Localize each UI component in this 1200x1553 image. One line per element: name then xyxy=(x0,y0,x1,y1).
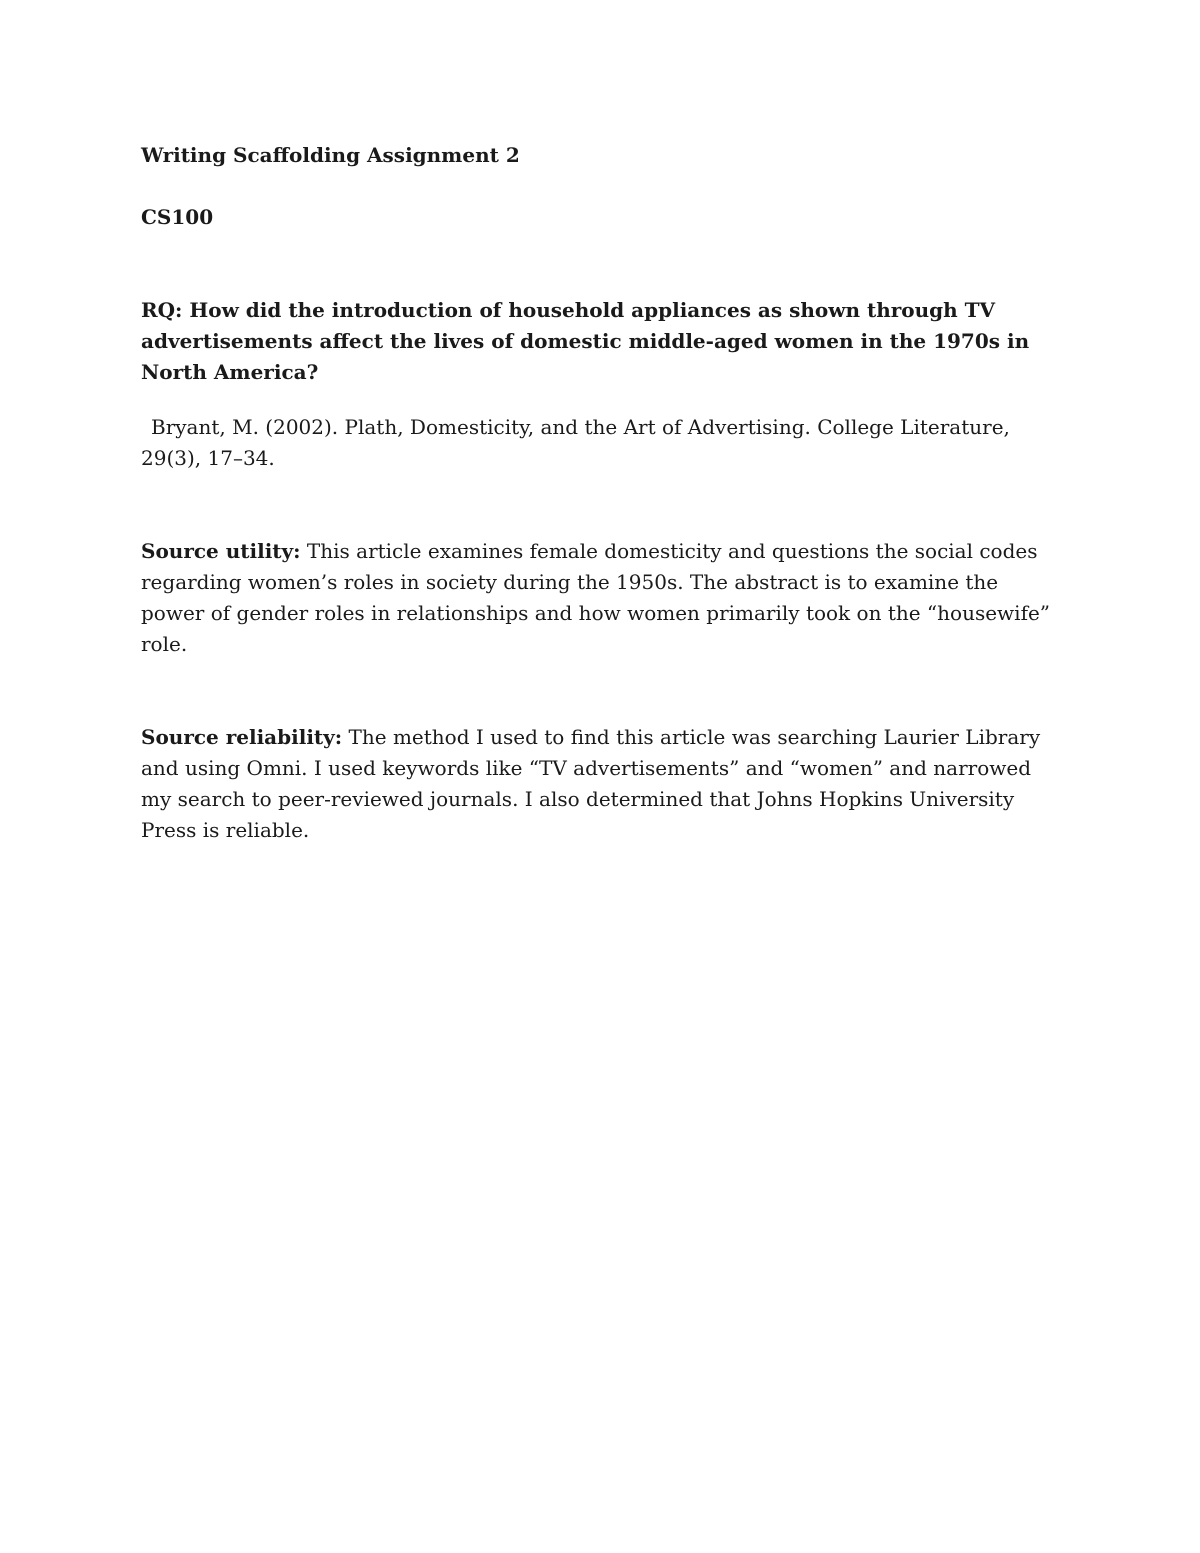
document-page xyxy=(141,140,1061,846)
source-utility-paragraph xyxy=(141,536,1061,660)
source-utility-text: This article examines female domesticity and questions the social codes regarding women’s roles in society during the 1950s. The abstract is to examine the power of gender roles in relationships and how women primarily took on the “housewife” role. xyxy=(141,539,1051,656)
source-reliability-text: The method I used to find this article was searching Laurier Library and using Omni. I used keywords like “TV advertisements” and “women” and narrowed my search to peer-reviewed journals. I also determined that Johns Hopkins University Press is reliable. xyxy=(141,725,1041,842)
citation xyxy=(141,412,1061,474)
document-title: Writing Scaffolding Assignment 2 xyxy=(141,143,520,167)
course-code: CS100 xyxy=(141,205,214,229)
source-reliability-paragraph xyxy=(141,722,1061,846)
research-question: RQ: How did the introduction of household appliances as shown through TV advertisements affect the lives of domestic middle-aged women in the 1970s in North America? xyxy=(141,298,1030,384)
source-reliability-label: Source reliability: xyxy=(141,725,343,749)
citation-text: Bryant, M. (2002). Plath, Domesticity, and the Art of Advertising. College Literature, 29(3), 17–34. xyxy=(141,415,1010,470)
source-utility-label: Source utility: xyxy=(141,539,301,563)
